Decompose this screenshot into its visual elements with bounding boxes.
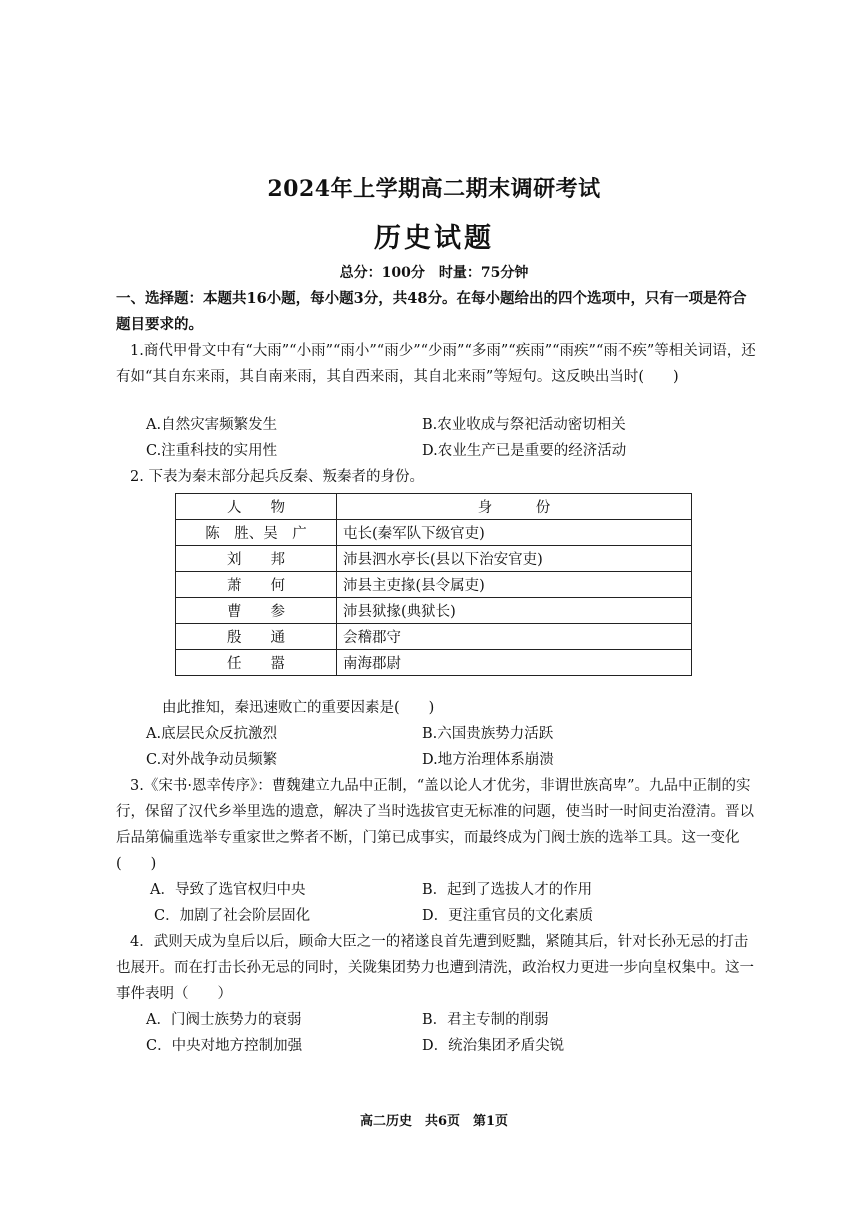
option-d: D.农业生产已是重要的经济活动 — [422, 443, 627, 459]
option-c: C.对外战争动员频繁 — [146, 752, 278, 768]
option-a: A．导致了选官权归中央 — [150, 882, 306, 898]
table-cell-identity: 会稽郡守 — [337, 624, 692, 650]
table-row — [176, 546, 692, 572]
table-cell-person: 任 嚣 — [176, 650, 337, 676]
option-b: B.农业收成与祭祀活动密切相关 — [422, 417, 626, 433]
option-d: D．统治集团矛盾尖锐 — [422, 1038, 565, 1054]
question-4-stem: 4．武则天成为皇后以后，顾命大臣之一的褚遂良首先遭到贬黜，紧随其后，针对长孙无忌的打击也展开。而在打击长孙无忌的同时，关陇集团势力也遭到清洗，政治权力更进一步向皇权集中。这一事件表明（ ） — [116, 934, 754, 1002]
exam-title: 2024年上学期高二期末调研考试 — [267, 176, 601, 202]
table-cell-identity: 南海郡尉 — [337, 650, 692, 676]
table-cell-person: 萧 何 — [176, 572, 337, 598]
question-2-prompt: 由此推知，秦迅速败亡的重要因素是( ) — [162, 700, 435, 716]
exam-meta: 总分：100分 时量：75分钟 — [339, 265, 529, 281]
option-a: A．门阀士族势力的衰弱 — [146, 1012, 302, 1028]
table-cell-person: 陈 胜、吴 广 — [176, 520, 337, 546]
table-row — [176, 572, 692, 598]
table-cell-person: 殷 通 — [176, 624, 337, 650]
table-header-identity: 身 份 — [337, 494, 692, 520]
option-c: C.注重科技的实用性 — [146, 443, 278, 459]
option-a: A.底层民众反抗激烈 — [146, 726, 278, 742]
table-cell-person: 曹 参 — [176, 598, 337, 624]
exam-subject-title: 历史试题 — [374, 223, 494, 254]
question-3-stem: 3.《宋书·恩幸传序》：曹魏建立九品中正制，“盖以论人才优劣，非谓世族高卑”。九品中正制的实行，保留了汉代乡举里选的遗意，解决了当时选拔官吏无标准的问题，使当时一时间吏治澄清。晋以后品第偏重选举专重家世之弊者不断，门第已成事实，而最终成为门阀士族的选举工具。这一变化( ) — [116, 778, 754, 872]
table-cell-identity: 沛县泗水亭长(县以下治安官吏) — [337, 546, 692, 572]
table-row — [176, 520, 692, 546]
question-2-stem: 2. 下表为秦末部分起兵反秦、叛秦者的身份。 — [130, 469, 424, 485]
table-header-row — [176, 494, 692, 520]
option-d: D.地方治理体系崩溃 — [422, 752, 554, 768]
option-c: C．加剧了社会阶层固化 — [154, 908, 311, 924]
identity-table — [175, 493, 692, 676]
option-a: A.自然灾害频繁发生 — [146, 417, 278, 433]
option-b: B.六国贵族势力活跃 — [422, 726, 554, 742]
section-heading: 一、选择题：本题共16小题，每小题3分，共48分。在每小题给出的四个选项中，只有一项是符合题目要求的。 — [116, 290, 747, 333]
table-cell-identity: 沛县狱掾(典狱长) — [337, 598, 692, 624]
table-cell-person: 刘 邦 — [176, 546, 337, 572]
question-1-stem: 1.商代甲骨文中有“大雨”“小雨”“雨小”“雨少”“少雨”“多雨”“疾雨”“雨疾”“雨不疾”等相关词语，还有如“其自东来雨，其自南来雨，其自西来雨，其自北来雨”等短句。这反映出当时( ) — [116, 343, 756, 385]
table-header-person: 人 物 — [176, 494, 337, 520]
option-b: B．君主专制的削弱 — [422, 1012, 549, 1028]
option-b: B．起到了选拔人才的作用 — [422, 882, 593, 898]
table-cell-identity: 屯长(秦军队下级官吏) — [337, 520, 692, 546]
option-d: D．更注重官员的文化素质 — [422, 908, 594, 924]
table-row — [176, 598, 692, 624]
table-row — [176, 624, 692, 650]
table-row — [176, 650, 692, 676]
table-cell-identity: 沛县主吏掾(县令属吏) — [337, 572, 692, 598]
option-c: C．中央对地方控制加强 — [146, 1038, 303, 1054]
page-footer: 高二历史 共6页 第1页 — [359, 1114, 509, 1129]
